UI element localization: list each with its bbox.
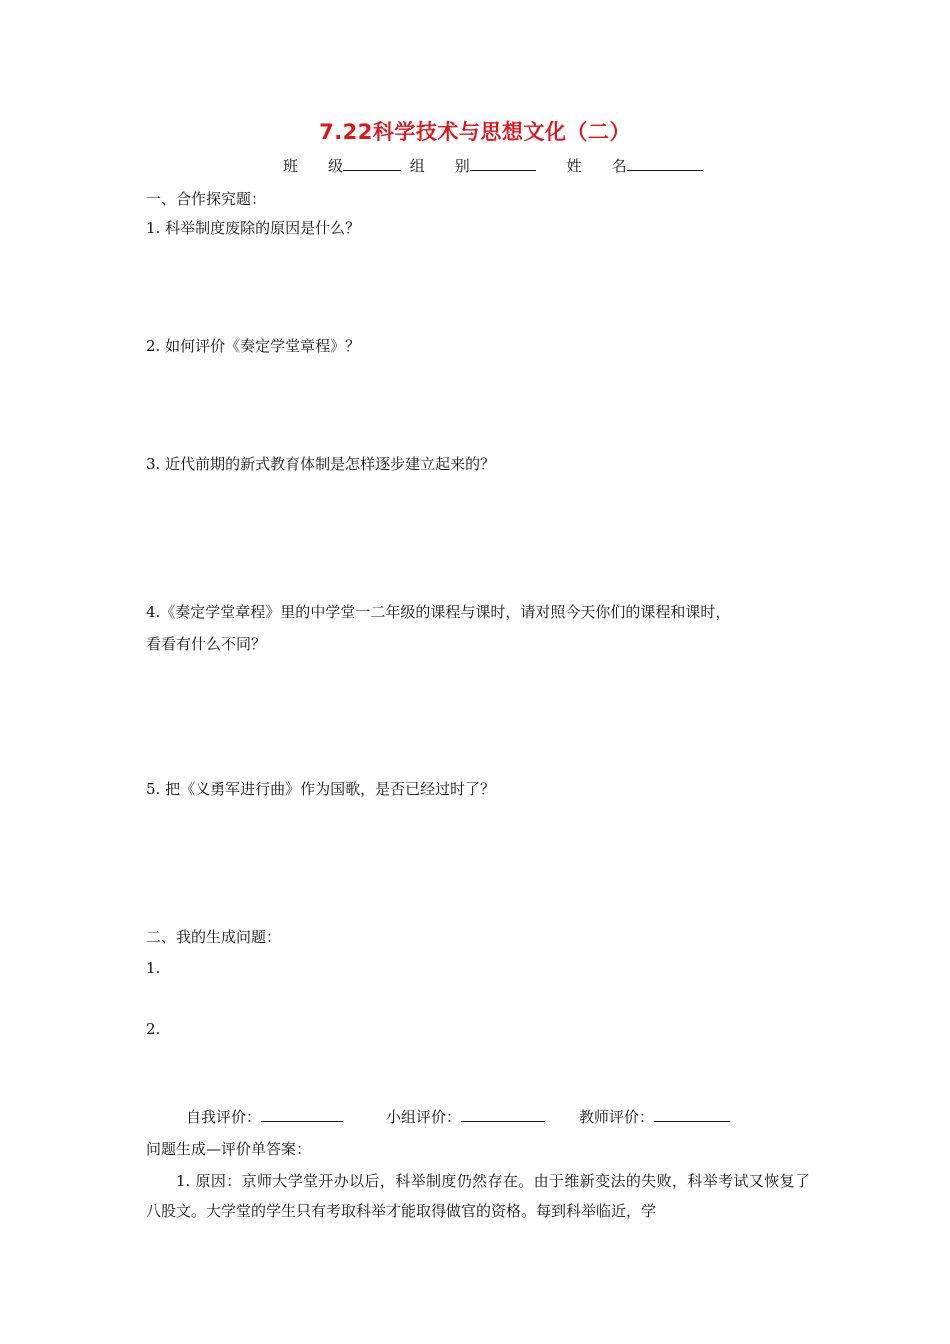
section1-heading: 一、合作探究题： [146,190,267,208]
group-label: 组 别 [409,157,470,175]
self-evaluation [186,1106,343,1127]
question-3: 3. 近代前期的新式教育体制是怎样逐步建立起来的？ [146,455,496,473]
generated-question-1: 1. [146,959,161,977]
answers-heading: 问题生成—评价单答案： [146,1140,312,1158]
self-evaluation-label: 自我评价： [186,1108,262,1126]
class-blank[interactable] [343,156,401,171]
group-evaluation [386,1106,545,1127]
group-evaluation-blank[interactable] [461,1107,545,1122]
answer-1: 1. 原因：京师大学堂开办以后，科举制度仍然存在。由于维新变法的失败，科举考试又恢复了八股文。大学堂的学生只有考取科举才能取得做官的资格。每到科举临近，学 [146,1172,810,1220]
name-blank[interactable] [627,156,703,171]
question-2: 2. 如何评价《奏定学堂章程》？ [146,337,361,355]
student-info-line [283,155,703,176]
question-4-line-1: 4.《奏定学堂章程》里的中学堂一二年级的课程与课时，请对照今天你们的课程和课时， [146,603,731,621]
generated-question-2: 2. [146,1020,161,1038]
question-4-line-2: 看看有什么不同？ [146,635,267,653]
section2-heading: 二、我的生成问题： [146,928,282,946]
page-title: 7.22科学技术与思想文化（二） [319,120,631,144]
name-label: 姓 名 [566,157,627,175]
teacher-evaluation-label: 教师评价： [579,1108,655,1126]
question-5: 5. 把《义勇军进行曲》作为国歌，是否已经过时了？ [146,780,496,798]
group-evaluation-label: 小组评价： [386,1108,462,1126]
self-evaluation-blank[interactable] [261,1107,343,1122]
class-label: 班 级 [283,157,344,175]
group-blank[interactable] [470,156,536,171]
question-1: 1. 科举制度废除的原因是什么？ [146,219,361,237]
teacher-evaluation [579,1106,730,1127]
teacher-evaluation-blank[interactable] [654,1107,730,1122]
